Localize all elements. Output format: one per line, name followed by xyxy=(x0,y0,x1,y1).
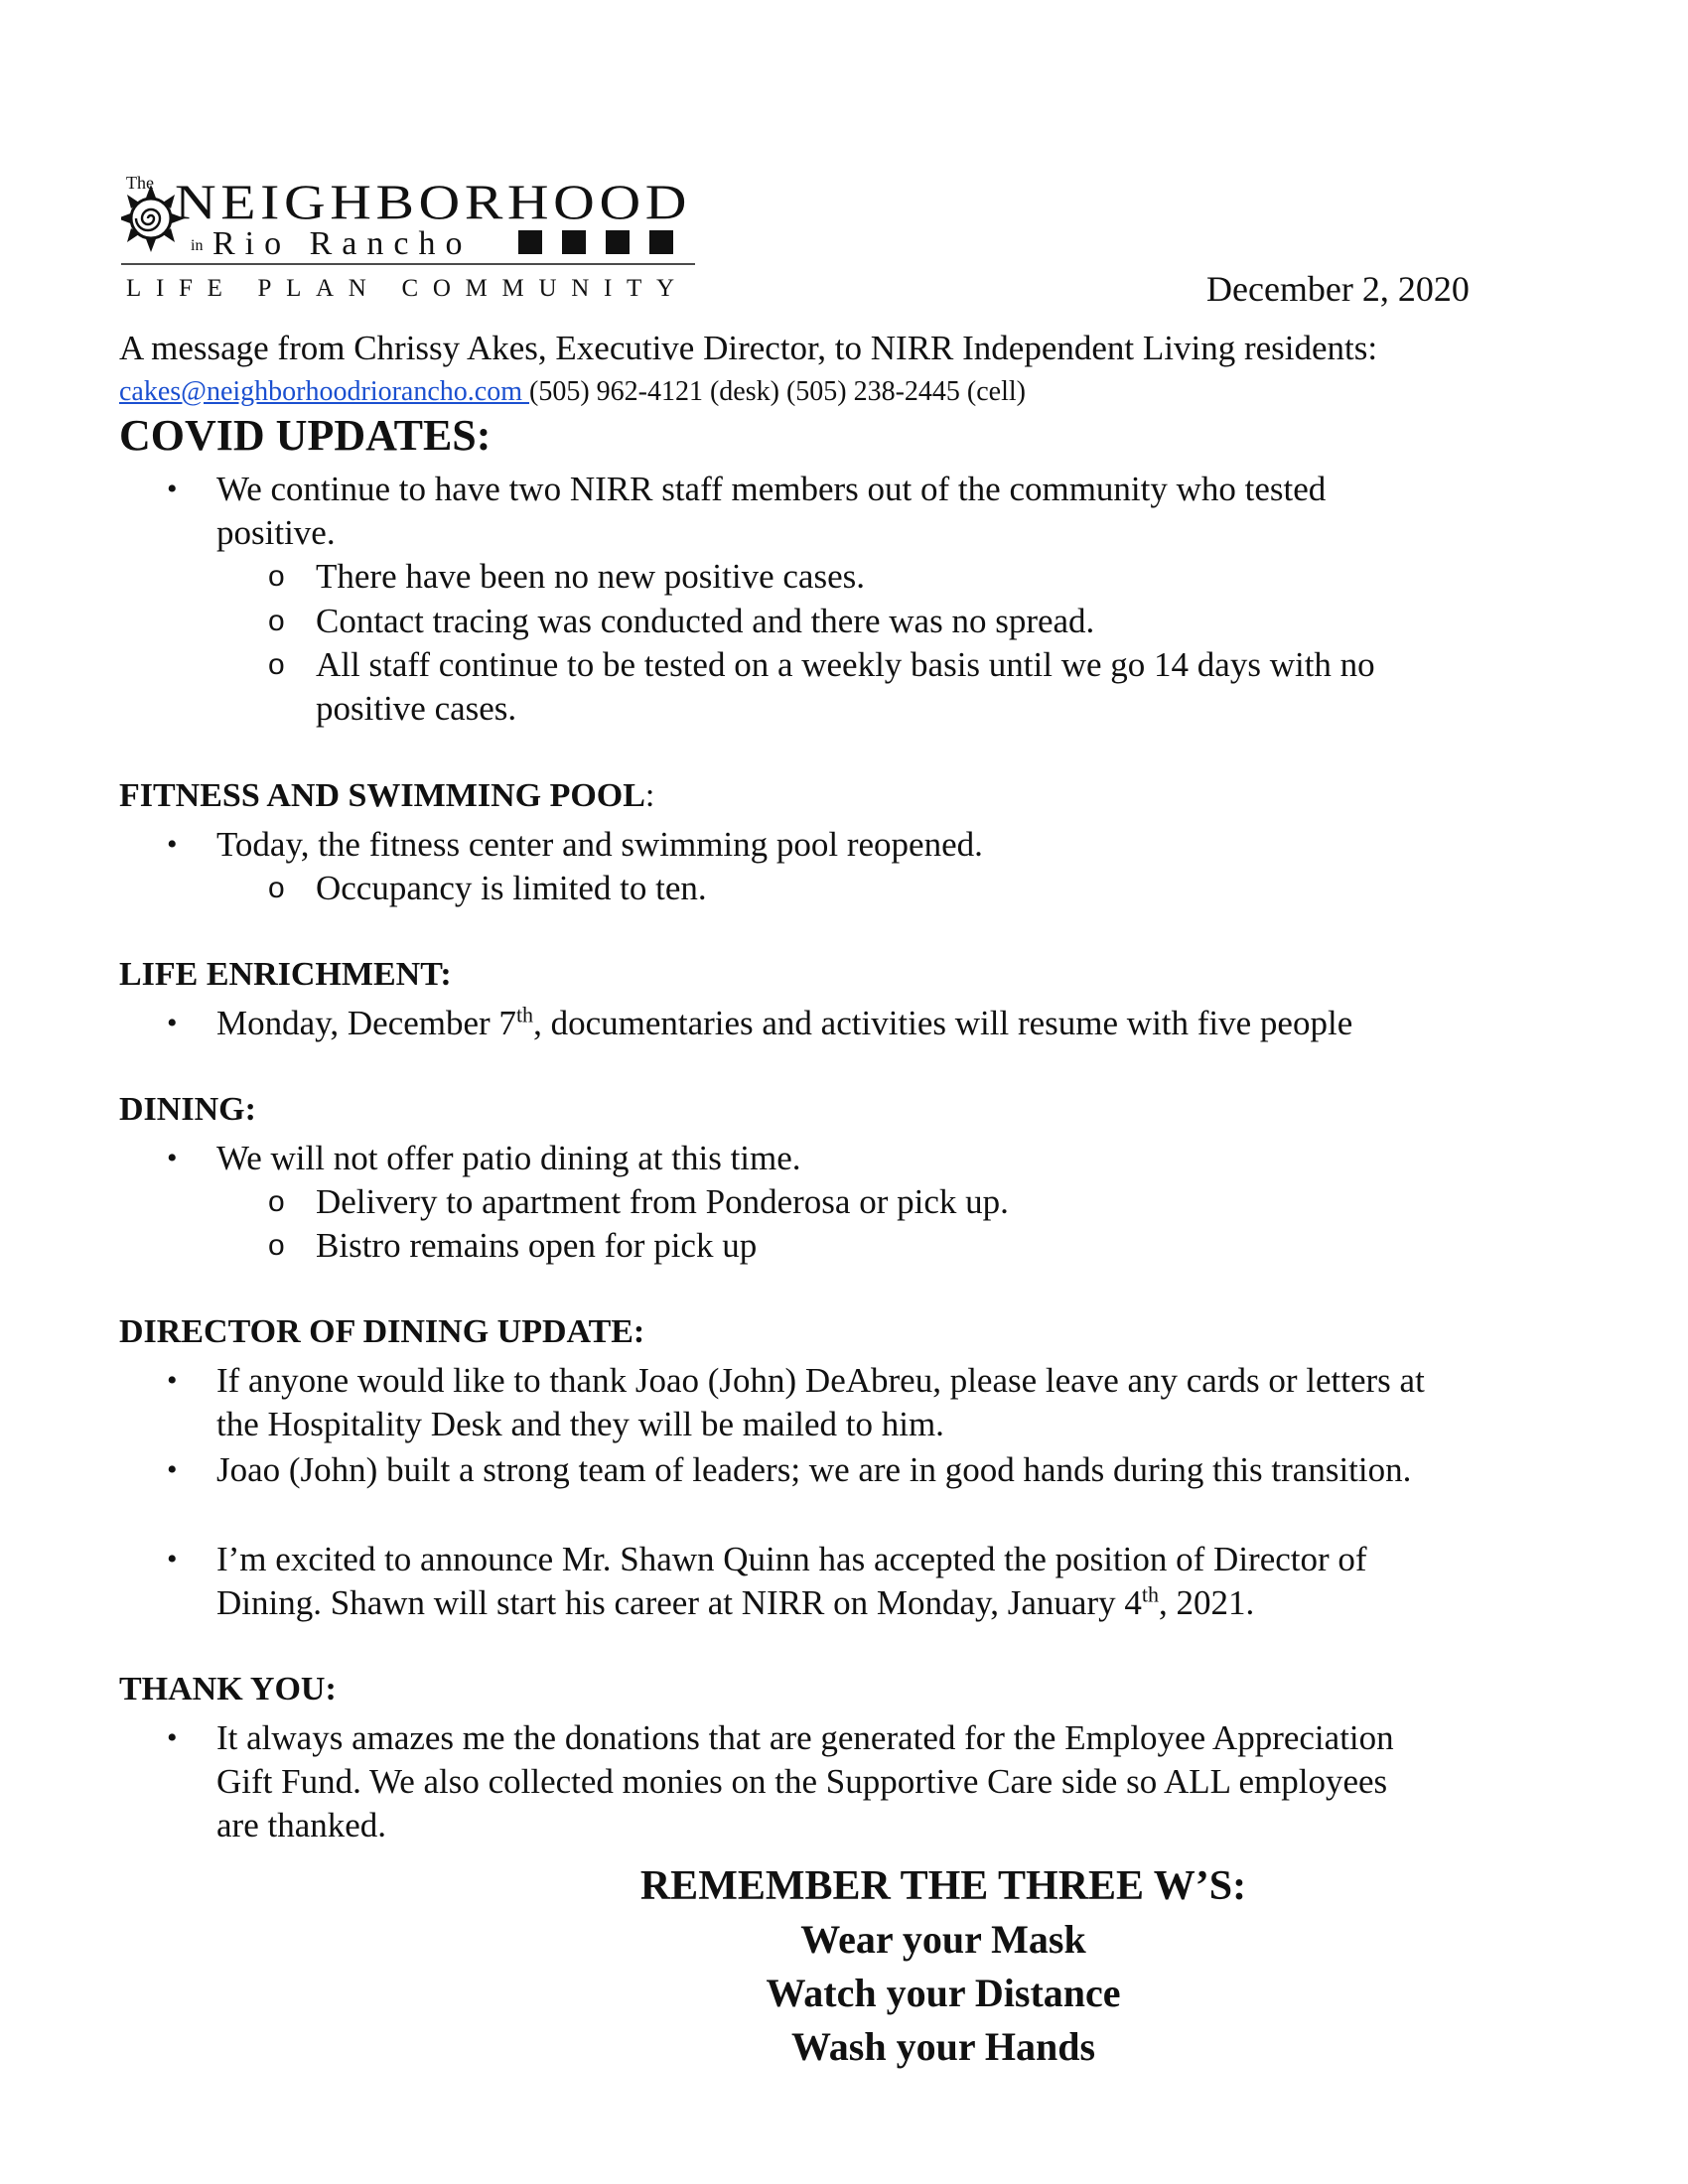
bullet-icon: • xyxy=(167,1142,178,1174)
director-bullet-3: I’m excited to announce Mr. Shawn Quinn has accepted the position of Director of xyxy=(216,1540,1367,1578)
logo-tagline: LIFE PLAN COMMUNITY xyxy=(126,275,688,302)
sub-bullet-icon: o xyxy=(268,872,285,904)
email-link[interactable]: cakes@neighborhoodriorancho.com xyxy=(119,376,529,407)
logo-place: Rio Rancho xyxy=(212,225,473,262)
sub-bullet-icon: o xyxy=(268,1185,285,1218)
sub-bullet-icon: o xyxy=(268,560,285,593)
letter-date: December 2, 2020 xyxy=(1206,269,1470,309)
covid-sub-1: There have been no new positive cases. xyxy=(316,557,865,596)
bullet-icon: • xyxy=(167,1364,178,1397)
dining-sub-1: Delivery to apartment from Ponderosa or pick up. xyxy=(316,1182,1009,1221)
dining-heading: DINING: xyxy=(119,1091,256,1128)
director-bullet-1-cont: the Hospitality Desk and they will be mailed to him. xyxy=(216,1405,944,1443)
remember-wash-hands: Wash your Hands xyxy=(790,2024,1096,2069)
community-logo xyxy=(121,167,697,306)
thanks-heading: THANK YOU: xyxy=(119,1671,337,1707)
enrichment-bullet-1: Monday, December 7th, documentaries and activities will resume with five people xyxy=(216,1002,1353,1042)
intro-line: A message from Chrissy Akes, Executive Director, to NIRR Independent Living residents: xyxy=(119,329,1378,367)
logo-name: NEIGHBORHOOD xyxy=(175,174,691,229)
director-bullet-1: If anyone would like to thank Joao (John) DeAbreu, please leave any cards or letters at xyxy=(216,1361,1425,1400)
logo-the: The xyxy=(126,173,154,193)
covid-sub-2: Contact tracing was conducted and there was no spread. xyxy=(316,602,1095,640)
sub-bullet-icon: o xyxy=(268,648,285,681)
dining-bullet-1: We will not offer patio dining at this time. xyxy=(216,1139,801,1177)
bullet-icon: • xyxy=(167,1543,178,1575)
thanks-bullet-1-line-2: Gift Fund. We also collected monies on the Supportive Care side so ALL employees xyxy=(216,1762,1388,1801)
fitness-heading: FITNESS AND SWIMMING POOL: xyxy=(119,777,655,814)
sub-bullet-icon: o xyxy=(268,1229,285,1262)
bullet-icon: • xyxy=(167,828,178,861)
bullet-icon: • xyxy=(167,1721,178,1754)
bullet-icon: • xyxy=(167,1007,178,1039)
contact-line xyxy=(119,375,1026,409)
thanks-bullet-1: It always amazes me the donations that are generated for the Employee Appreciation xyxy=(216,1718,1394,1757)
covid-sub-3-cont: positive cases. xyxy=(316,689,517,728)
phone-numbers: (505) 962-4121 (desk) (505) 238-2445 (cell) xyxy=(529,376,1026,407)
remember-watch-distance: Watch your Distance xyxy=(766,1971,1121,2015)
covid-heading: COVID UPDATES: xyxy=(119,411,492,460)
covid-bullet-1-cont: positive. xyxy=(216,513,336,552)
covid-bullet-1: We continue to have two NIRR staff members out of the community who tested xyxy=(216,470,1327,508)
bullet-icon: • xyxy=(167,473,178,505)
sub-bullet-icon: o xyxy=(268,605,285,637)
logo-squares xyxy=(518,230,673,254)
logo-in: in xyxy=(191,237,204,254)
director-bullet-3-cont: Dining. Shawn will start his career at NIRR on Monday, January 4th, 2021. xyxy=(216,1581,1255,1622)
remember-wear-mask: Wear your Mask xyxy=(800,1917,1086,1962)
enrichment-heading: LIFE ENRICHMENT: xyxy=(119,956,452,993)
covid-sub-3: All staff continue to be tested on a weekly basis until we go 14 days with no xyxy=(316,645,1375,684)
director-heading: DIRECTOR OF DINING UPDATE: xyxy=(119,1313,645,1350)
dining-sub-2: Bistro remains open for pick up xyxy=(316,1226,758,1265)
fitness-sub-1: Occupancy is limited to ten. xyxy=(316,869,707,907)
bullet-icon: • xyxy=(167,1453,178,1486)
remember-title: REMEMBER THE THREE W’S: xyxy=(639,1863,1247,1909)
director-bullet-2: Joao (John) built a strong team of leaders; we are in good hands during this transition. xyxy=(216,1450,1412,1489)
fitness-bullet-1: Today, the fitness center and swimming pool reopened. xyxy=(216,825,983,864)
thanks-bullet-1-line-3: are thanked. xyxy=(216,1806,387,1844)
